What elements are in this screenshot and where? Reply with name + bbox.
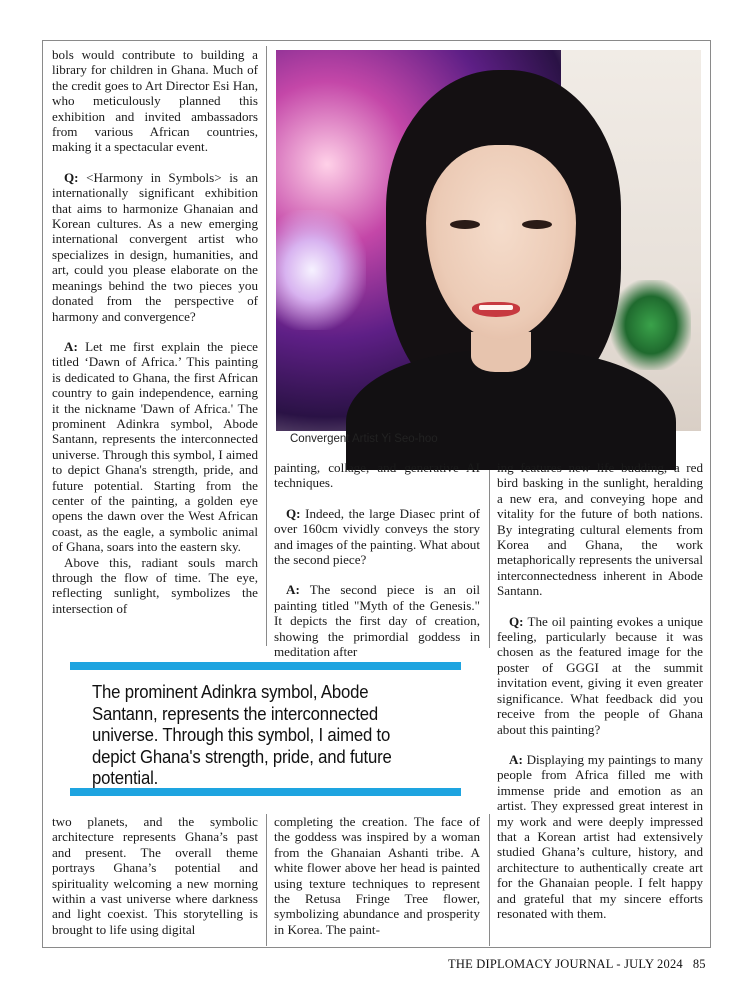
photo-light	[276, 210, 366, 330]
column-divider	[489, 814, 490, 946]
paragraph: painting, collage, and generative AI techniques.	[274, 460, 480, 491]
answer-text: Let me first explain the piece titled ‘Dawn of Africa.’ This painting is dedicated to Ghana, the first African country to gain independence, earning it the nickname 'Dawn of Africa.' The prominent Adinkra symbol, Abode Santann, represents the interconnected universe. Through this symbol, I aimed to depict Ghana's strength, pride, and future potential. Starting from the center of the painting, a golden eye opens the dawn over the West African coast, as the eagle, a symbolic animal of Ghana, soars into the eastern sky.	[52, 338, 258, 555]
column-3	[497, 460, 703, 945]
paragraph: two planets, and the symbolic architecture represents Ghana’s past and present. The overall theme portrays Ghana’s potential and spirituality welcoming a new morning within a vast universe where darkness and light coexist. This storytelling is brought to life using digital	[52, 814, 258, 937]
answer-label: A:	[286, 582, 300, 598]
column-divider	[266, 814, 267, 946]
question-paragraph	[497, 614, 703, 737]
question-text: Indeed, the large Diasec print of over 160cm vividly conveys the story and images of the painting. What about the second piece?	[274, 505, 480, 568]
question-paragraph	[52, 170, 258, 324]
page-number: 85	[692, 957, 706, 971]
column-1-top	[52, 47, 258, 647]
page-footer	[448, 957, 706, 972]
question-text: The oil painting evokes a unique feeling, particularly because it was chosen as the featured image for the poster of GGGI at the summit invitation event, giving it even greater significance. What feedback did you receive from the people of Ghana about this painting?	[497, 613, 703, 737]
column-divider	[266, 46, 267, 646]
answer-paragraph	[497, 752, 703, 921]
answer-text: The second piece is an oil painting titled "Myth of the Genesis." It depicts the first day of creation, showing the primordial goddess in meditation after	[274, 582, 480, 660]
answer-paragraph	[274, 582, 480, 659]
question-label: Q:	[509, 613, 524, 629]
column-1-bottom	[52, 814, 258, 948]
question-label: Q:	[64, 169, 79, 185]
answer-label: A:	[509, 751, 523, 767]
paragraph: Above this, radiant souls march through the flow of time. The eye, reflecting sunlight, symbolizes the intersection of	[52, 554, 258, 616]
artist-photo	[276, 50, 701, 431]
photo-painting	[611, 280, 691, 370]
photo-eye	[522, 220, 552, 229]
column-2-bottom	[274, 814, 480, 948]
column-2-top	[274, 460, 480, 660]
pull-quote-bar-top	[70, 662, 461, 670]
paragraph: ing features new life budding, a red bird basking in the sunlight, heralding a new era, and conveying hope and vitality for the future of both nations. By integrating cultural elements from Korea and Ghana, the work metaphorically represents the universal interconnectedness inherent in Abode Santann.	[497, 460, 703, 599]
paragraph: completing the creation. The face of the goddess was inspired by a woman from the Ghanaian Ashanti tribe. A white flower above her head is painted using texture techniques to represent the Retusa Fringe Tree flower, symbolizing abundance and prosperity in Korea. The paint-	[274, 814, 480, 937]
answer-label: A:	[64, 338, 78, 354]
paragraph: bols would contribute to building a library for children in Ghana. Much of the credit goes to Art Director Esi Han, who meticulously planned this exhibition and invited ambassadors from various African countries, making it a spectacular event.	[52, 47, 258, 155]
question-text: <Harmony in Symbols> is an internationally significant exhibition that aims to harmonize Ghanaian and Korean cultures. As a new emerging international convergent artist who specializes in design, humanities, and art, could you please elaborate on the meanings behind the two pieces you donated from the perspective of harmony and convergence?	[52, 169, 258, 324]
pull-quote-bar-bottom	[70, 788, 461, 796]
photo-eye	[450, 220, 480, 229]
question-paragraph	[274, 506, 480, 568]
answer-text: Displaying my paintings to many people from Africa filled me with immense pride and emotion as an artist. They expressed great interest in my work and were deeply impressed that a Korean artist had extensively studied Ghana’s culture, history, and architecture to authentically create art for the Ghanaian people. I felt happy and grateful that my sincere efforts resonated with them.	[497, 751, 703, 921]
question-label: Q:	[286, 505, 301, 521]
photo-caption: Convergent Artist Yi Seo-hoo	[290, 433, 438, 445]
pull-quote: The prominent Adinkra symbol, Abode Santann, represents the interconnected universe. Through this symbol, I aimed to depict Ghana's strength, pride, and future potential.	[92, 682, 392, 788]
publication-name: THE DIPLOMACY JOURNAL - JULY 2024	[448, 957, 683, 971]
column-divider	[489, 460, 490, 648]
answer-paragraph	[52, 339, 258, 555]
photo-teeth	[479, 305, 513, 310]
